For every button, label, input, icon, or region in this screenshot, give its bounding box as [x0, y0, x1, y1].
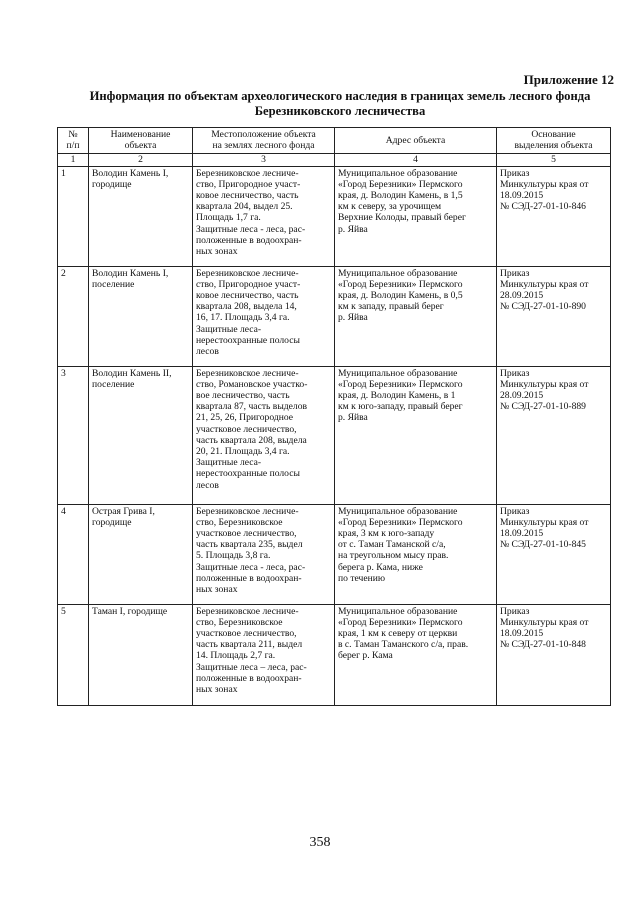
object-location: Березниковское лесниче- ство, Березниковское участковое лесничество, часть квартала 211, выдел 14. Площадь 2,7 га. Защитные леса – леса, рас- положенные в водоохран- ных зонах	[193, 604, 335, 705]
table-row	[58, 504, 611, 604]
object-name: Володин Камень I, городище	[89, 166, 193, 266]
table-row	[58, 366, 611, 504]
table-row	[58, 166, 611, 266]
object-address: Муниципальное образование «Город Березники» Пермского края, д. Володин Камень, в 1 км к юго-западу, правый берег р. Яйва	[335, 366, 497, 504]
column-number: 3	[193, 154, 335, 166]
page-number: 358	[309, 835, 331, 850]
object-name: Володин Камень I, поселение	[89, 266, 193, 366]
table-row	[58, 604, 611, 705]
object-basis: Приказ Минкультуры края от 28.09.2015 № СЭД-27-01-10-890	[497, 266, 611, 366]
object-location: Березниковское лесниче- ство, Березниковское участковое лесничество, часть квартала 235, выдел 5. Площадь 3,8 га. Защитные леса - леса, рас- положенные в водоохран- ных зонах	[193, 504, 335, 604]
row-number: 5	[58, 604, 89, 705]
table-header-row	[58, 128, 611, 154]
header-basis: Основание выделения объекта	[497, 128, 611, 154]
object-address: Муниципальное образование «Город Березники» Пермского края, д. Володин Камень, в 1,5 км к северу, за урочищем Верхние Колоды, правый берег р. Яйва	[335, 166, 497, 266]
object-name: Таман I, городище	[89, 604, 193, 705]
object-address: Муниципальное образование «Город Березники» Пермского края, д. Володин Камень, в 0,5 км к западу, правый берег р. Яйва	[335, 266, 497, 366]
object-address: Муниципальное образование «Город Березники» Пермского края, 3 км к юго-западу от с. Таман Таманской с/а, на треугольном мысу прав. берега р. Кама, ниже по течению	[335, 504, 497, 604]
object-basis: Приказ Минкультуры края от 18.09.2015 № СЭД-27-01-10-848	[497, 604, 611, 705]
column-number: 4	[335, 154, 497, 166]
table-column-number-row	[58, 154, 611, 166]
table-row	[58, 266, 611, 366]
object-name: Володин Камень II, поселение	[89, 366, 193, 504]
object-basis: Приказ Минкультуры края от 18.09.2015 № СЭД-27-01-10-846	[497, 166, 611, 266]
object-name: Острая Грива I, городище	[89, 504, 193, 604]
object-location: Березниковское лесниче- ство, Пригородное участ- ковое лесничество, часть квартала 204, выдел 25. Площадь 1,7 га. Защитные леса - леса, рас- положенные в водоохран- ных зонах	[193, 166, 335, 266]
row-number: 4	[58, 504, 89, 604]
row-number: 2	[58, 266, 89, 366]
column-number: 2	[89, 154, 193, 166]
object-basis: Приказ Минкультуры края от 18.09.2015 № СЭД-27-01-10-845	[497, 504, 611, 604]
heritage-objects-table	[57, 127, 611, 706]
title-line-2: Березниковского лесничества	[254, 104, 426, 118]
title-line-1: Информация по объектам археологического наследия в границах земель лесного фонда	[89, 89, 591, 103]
column-number: 5	[497, 154, 611, 166]
appendix-label: Приложение 12	[523, 72, 614, 87]
object-location: Березниковское лесниче- ство, Романовское участко- вое лесничество, часть квартала 87, часть выделов 21, 25, 26, Пригородное участковое лесничество, часть квартала 208, выдела 20, 21. Площадь 3,4 га. Защитные леса- нерестоохранные полосы лесов	[193, 366, 335, 504]
column-number: 1	[58, 154, 89, 166]
object-basis: Приказ Минкультуры края от 28.09.2015 № СЭД-27-01-10-889	[497, 366, 611, 504]
header-number: № п/п	[58, 128, 89, 154]
object-location: Березниковское лесниче- ство, Пригородное участ- ковое лесничество, часть квартала 208, выдела 14, 16, 17. Площадь 3,4 га. Защитные леса- нерестоохранные полосы лесов	[193, 266, 335, 366]
object-address: Муниципальное образование «Город Березники» Пермского края, 1 км к северу от церкви в с. Таман Таманского с/а, прав. берег р. Кама	[335, 604, 497, 705]
header-location: Местоположение объекта на землях лесного фонда	[193, 128, 335, 154]
row-number: 3	[58, 366, 89, 504]
document-title	[40, 89, 640, 119]
header-object-name: Наименование объекта	[89, 128, 193, 154]
row-number: 1	[58, 166, 89, 266]
header-address: Адрес объекта	[335, 128, 497, 154]
